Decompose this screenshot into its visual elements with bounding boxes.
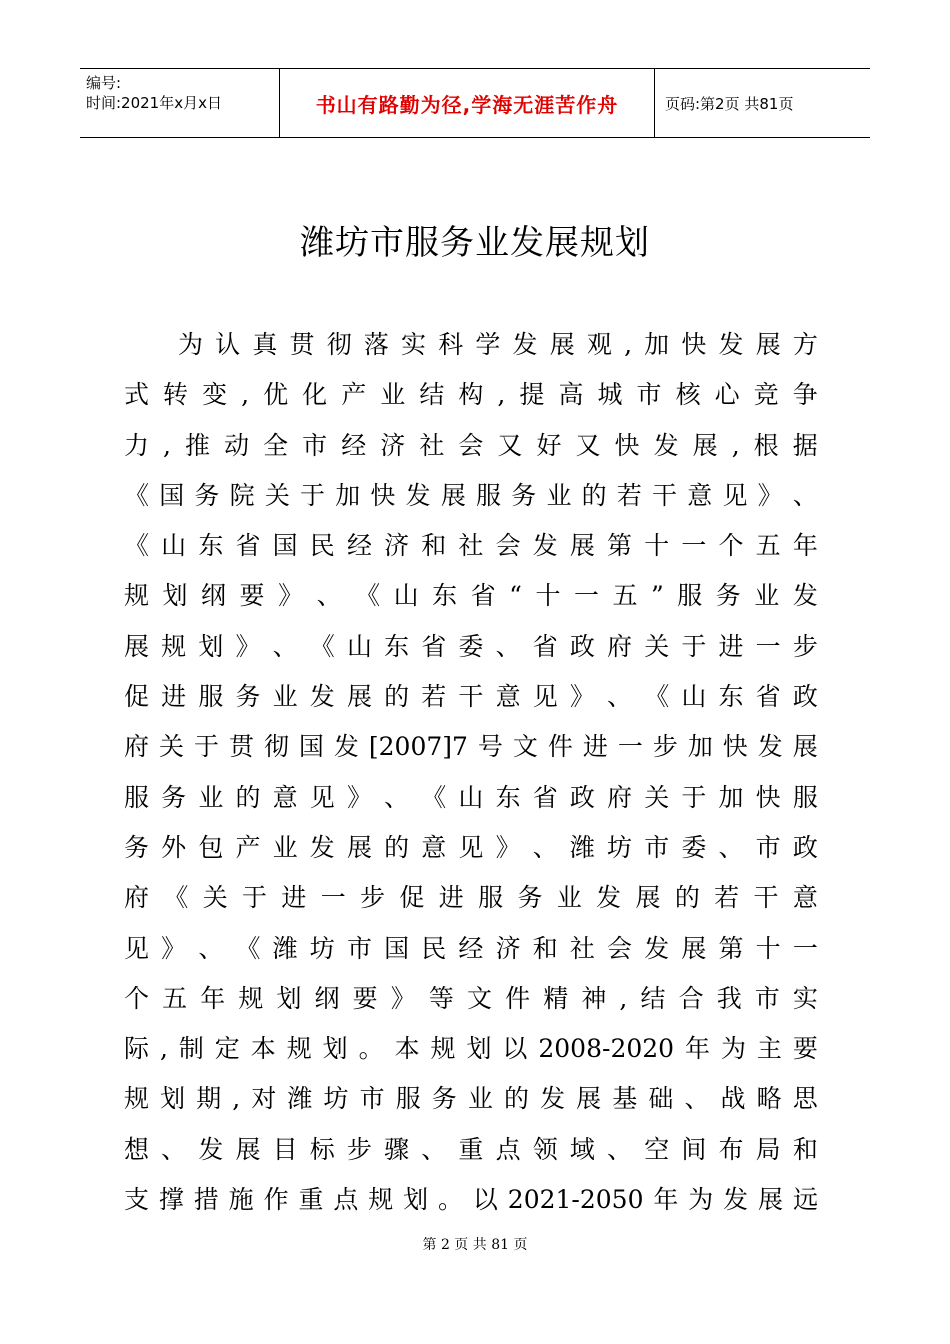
paragraph-line: 《 国 务 院 关 于 加 快 发 展 服 务 业 的 若 干 意 见 》 、 <box>124 480 818 510</box>
paragraph-line: 式 转 变 , 优 化 产 业 结 构 , 提 高 城 市 核 心 竞 争 <box>124 380 818 410</box>
paragraph-line: 个 五 年 规 划 纲 要 》 等 文 件 精 神 , 结 合 我 市 实 <box>124 983 818 1013</box>
header-meta <box>80 69 280 137</box>
paragraph-line: 促 进 服 务 业 发 展 的 若 干 意 见 》 、 《 山 东 省 政 <box>124 682 818 712</box>
paragraph-line: 务 外 包 产 业 发 展 的 意 见 》 、 潍 坊 市 委 、 市 政 <box>124 832 818 862</box>
page-footer: 第 2 页 共 81 页 <box>422 1237 528 1253</box>
header-page-info: 页码:第2页 共81页 <box>665 94 794 113</box>
paragraph-line: 想 、 发 展 目 标 步 骤 、 重 点 领 域 、 空 间 布 局 和 <box>124 1134 818 1164</box>
paragraph-line: 为 认 真 贯 彻 落 实 科 学 发 展 观 , 加 快 发 展 方 <box>178 330 818 359</box>
paragraph-line: 《 山 东 省 国 民 经 济 和 社 会 发 展 第 十 一 个 五 年 <box>124 531 818 561</box>
paragraph-line: 展 规 划 》 、 《 山 东 省 委 、 省 政 府 关 于 进 一 步 <box>124 631 818 661</box>
document-header <box>80 68 870 138</box>
document-title: 潍坊市服务业发展规划 <box>300 223 650 263</box>
paragraph-line: 服 务 业 的 意 见 》 、 《 山 东 省 政 府 关 于 加 快 服 <box>124 782 818 812</box>
number-label: 编号: <box>86 74 122 92</box>
paragraph-line: 府 《 关 于 进 一 步 促 进 服 务 业 发 展 的 若 干 意 <box>124 883 818 913</box>
paragraph-line: 支 撑 措 施 作 重 点 规 划 。 以 2021-2050 年 为 发 展 远 <box>124 1185 818 1215</box>
paragraph-line: 际 , 制 定 本 规 划 。 本 规 划 以 2008-2020 年 为 主 要 <box>124 1034 818 1064</box>
paragraph-line: 府 关 于 贯 彻 国 发 [2007]7 号 文 件 进 一 步 加 快 发 展 <box>124 732 818 762</box>
paragraph-line: 力 , 推 动 全 市 经 济 社 会 又 好 又 快 发 展 , 根 据 <box>124 430 818 460</box>
body-paragraph <box>124 320 818 1225</box>
paragraph-line: 见 》 、 《 潍 坊 市 国 民 经 济 和 社 会 发 展 第 十 一 <box>124 933 818 963</box>
date-label: 时间:2021年x月x日 <box>86 94 222 112</box>
paragraph-line: 规 划 期 , 对 潍 坊 市 服 务 业 的 发 展 基 础 、 战 略 思 <box>124 1084 818 1114</box>
header-motto: 书山有路勤为径,学海无涯苦作舟 <box>280 69 655 137</box>
paragraph-line: 规 划 纲 要 》 、 《 山 东 省 “ 十 一 五 ” 服 务 业 发 <box>124 581 818 611</box>
